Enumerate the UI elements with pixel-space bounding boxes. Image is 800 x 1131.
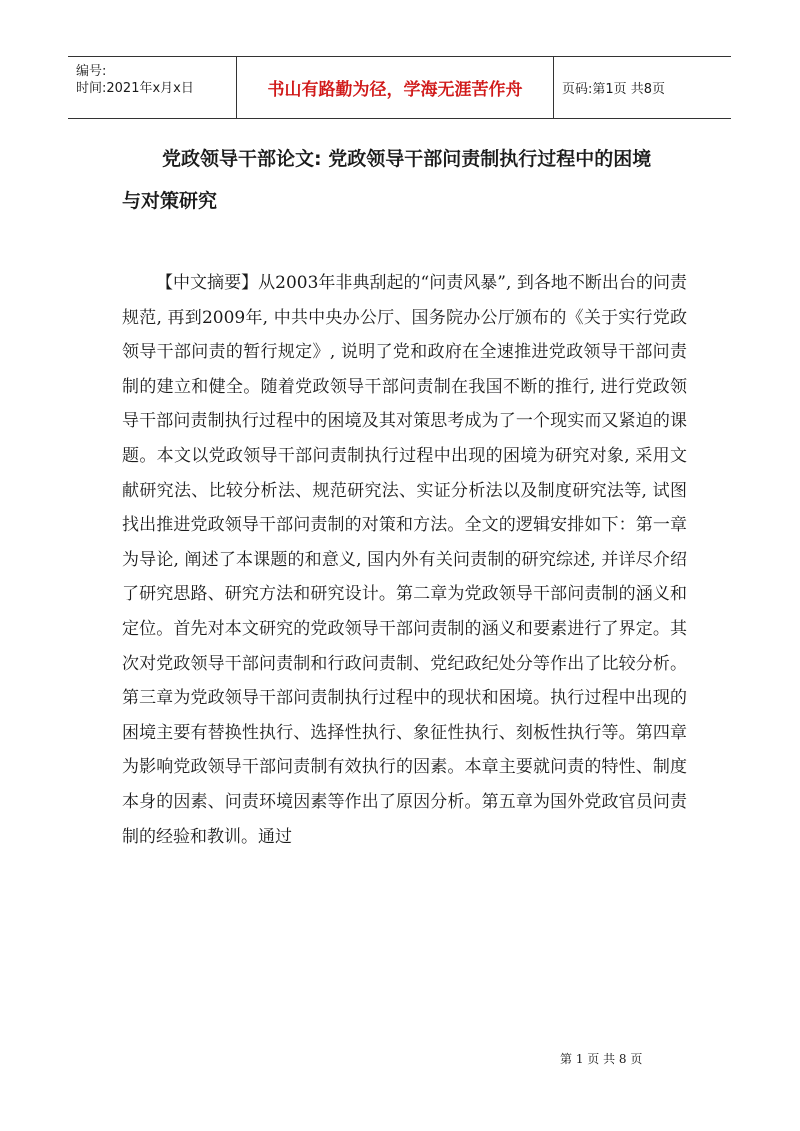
abstract-paragraph: 【中文摘要】从2003年非典刮起的“问责风暴”, 到各地不断出台的问责规范, 再到2009年, 中共中央办公厅、国务院办公厅颁布的《关于实行党政领导干部问责的暂行规定》, 说明了党和政府在全速推进党政领导干部问责制的建立和健全。随着党政领导干部问责制在我国不断的推行, 进行党政领导干部问责制执行过程中的困境及其对策思考成为了一个现实而又紧迫的课题。本文以党政领导干部问责制执行过程中出现的困境为研究对象, 采用文献研究法、比较分析法、规范研究法、实证分析法以及制度研究法等, 试图找出推进党政领导干部问责制的对策和方法。全文的逻辑安排如下：第一章为导论, 阐述了本课题的和意义, 国内外有关问责制的研究综述, 并详尽介绍了研究思路、研究方法和研究设计。第二章为党政领导干部问责制的涵义和定位。首先对本文研究的党政领导干部问责制的涵义和要素进行了界定。其次对党政领导干部问责制和行政问责制、党纪政纪处分等作出了比较分析。第三章为党政领导干部问责制执行过程中的现状和困境。执行过程中出现的困境主要有替换性执行、选择性执行、象征性执行、刻板性执行等。第四章为影响党政领导干部问责制有效执行的因素。本章主要就问责的特性、制度本身的因素、问责环境因素等作出了原因分析。第五章为国外党政官员问责制的经验和教训。通过	[122, 273, 687, 847]
page-header	[68, 56, 731, 119]
title-line-2: 与对策研究	[122, 190, 218, 212]
date-label: 时间:2021年x月x日	[76, 81, 194, 96]
header-motto: 书山有路勤为径，学海无涯苦作舟	[236, 57, 554, 118]
serial-number-label: 编号:	[76, 64, 107, 79]
header-page-info: 页码:第1页 共8页	[562, 82, 666, 97]
document-title	[122, 138, 692, 222]
header-meta	[68, 57, 236, 118]
page-footer: 第 1 页 共 8 页	[560, 1052, 643, 1066]
title-line-1: 党政领导干部论文: 党政领导干部问责制执行过程中的困境	[162, 148, 652, 170]
